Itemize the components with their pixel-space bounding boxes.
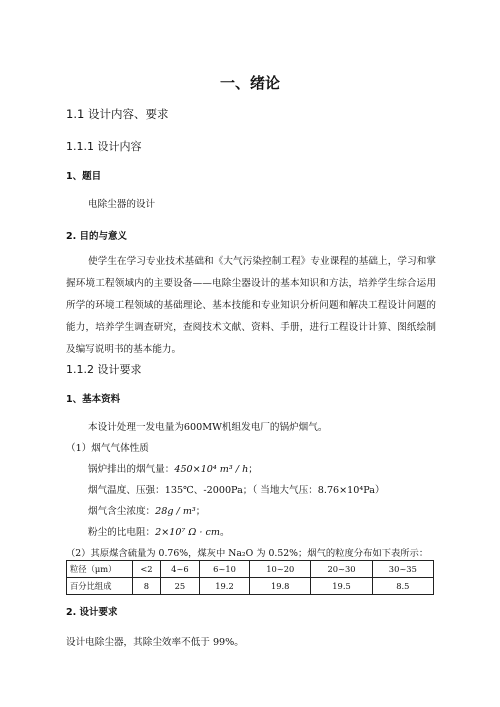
table-cell: 4~6 [160,561,199,578]
resistivity-value: 2×10⁷ Ω · cm [155,527,220,538]
gas-flow-suffix: ； [248,464,258,475]
table-cell: 10~20 [250,561,311,578]
resistivity-line [88,524,230,538]
gas-properties-heading: （1）烟气气体性质 [66,443,149,454]
gas-flow-line [88,461,258,475]
table-cell: <2 [133,561,161,578]
topic-text: 电除尘器的设计 [88,199,156,210]
table-cell: 19.2 [199,578,249,595]
item-2-heading: 2. 目的与意义 [66,231,128,242]
particle-size-table [66,560,434,595]
table-cell: 8.5 [372,578,433,595]
table-cell: 19.8 [250,578,311,595]
gas-flow-label: 锅炉排出的烟气量： [88,464,175,475]
table-row [67,578,434,595]
item-1-heading: 1、题目 [66,171,102,182]
section-1-1-2-heading: 1.1.2 设计要求 [66,363,142,376]
chapter-title: 一、绪论 [219,74,280,92]
gas-temp-pressure-line: 烟气温度、压强：135℃、-2000Pa；（ 当地大气压：8.76×10⁴Pa） [88,485,385,496]
gas-flow-value: 450×10⁴ m³ / h [174,464,249,475]
dust-concentration-label: 烟气含尘浓度： [88,506,156,517]
section-1-1-heading: 1.1 设计内容、要求 [66,107,169,121]
resistivity-suffix: 。 [219,527,230,538]
table-cell: 30~35 [372,561,433,578]
design-requirements-text: 设计电除尘器，其除尘效率不低于 99%。 [66,637,244,648]
table-cell: 20~30 [311,561,372,578]
table-cell: 6~10 [199,561,249,578]
table-cell: 8 [133,578,161,595]
table-row-label: 百分比组成 [67,578,133,595]
table-header-label: 粒径（μm） [67,561,133,578]
section-1-1-1-heading: 1.1.1 设计内容 [66,140,142,153]
sulfur-content-line: （2）其原煤含硫量为 0.76%，煤灰中 Na₂O 为 0.52%；烟气的粒度分布如下表所示： [66,548,429,559]
dust-concentration-value: 28g / m³ [155,506,196,517]
table-cell: 25 [160,578,199,595]
purpose-paragraph: 使学生在学习专业技术基础和《大气污染控制工程》专业课程的基础上，学习和掌握环境工程领域内的主要设备——电除尘器设计的基本知识和方法，培养学生综合运用所学的环境工程领域的基础理论、基本技能和专业知识分析问题和解决工程设计问题的能力，培养学生调查研究，查阅技术文献、资料、手册，进行工程设计计算、图纸绘制及编写说明书的基本能力。 [66,256,436,355]
dust-concentration-suffix: ； [195,506,206,517]
intro-text: 本设计处理一发电量为600MW机组发电厂的锅炉烟气。 [88,422,328,433]
table-cell: 19.5 [311,578,372,595]
dust-concentration-line [88,503,205,517]
design-requirements-heading: 2. 设计要求 [66,607,118,618]
table-header-row [67,561,434,578]
basic-data-heading: 1、基本资料 [66,394,121,405]
resistivity-label: 粉尘的比电阻： [88,527,156,538]
